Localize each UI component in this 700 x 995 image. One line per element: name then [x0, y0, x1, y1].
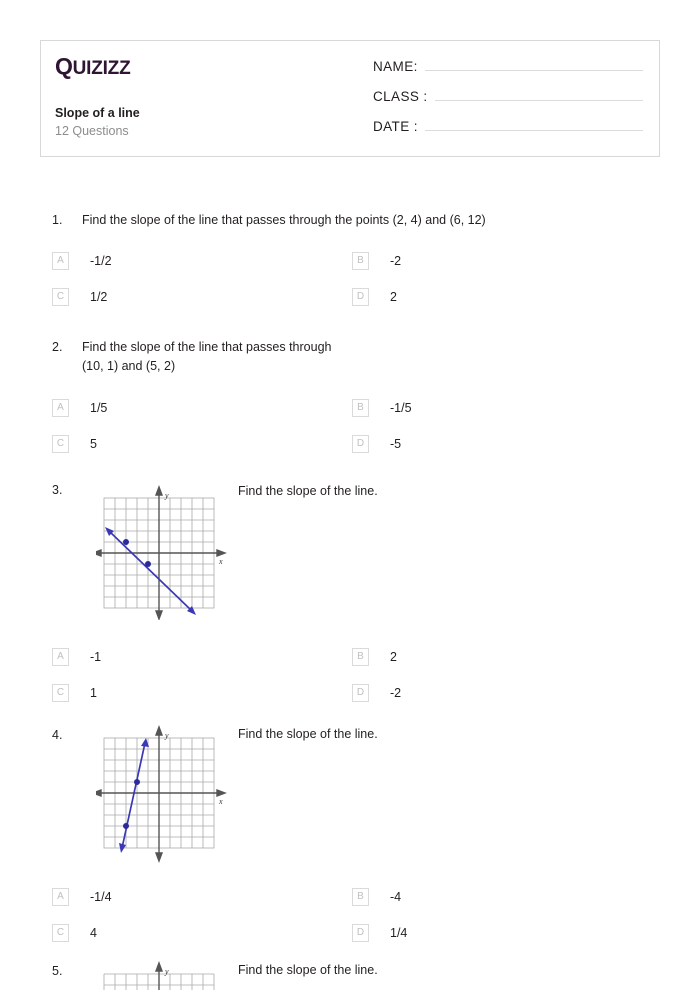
option-d[interactable]: [352, 924, 652, 942]
graph-q4: [96, 724, 231, 869]
option-d-letter: D: [352, 684, 369, 702]
quiz-meta: [55, 104, 361, 156]
question-2-head: [0, 338, 700, 376]
option-d-letter: D: [352, 924, 369, 942]
option-a[interactable]: [52, 252, 352, 270]
option-b-text: -2: [390, 254, 402, 268]
option-row: [52, 684, 652, 702]
y-axis-label: y: [165, 731, 169, 740]
graph-q3: [96, 484, 231, 625]
question-4-options: [52, 888, 652, 954]
option-b-text: -4: [390, 890, 402, 904]
option-c-text: 1: [90, 686, 97, 700]
option-row: [52, 435, 652, 453]
option-c[interactable]: [52, 924, 352, 942]
option-b-text: 2: [390, 650, 397, 664]
class-field-row: [373, 87, 643, 104]
option-row: [52, 399, 652, 417]
graph-q5-svg: [96, 960, 231, 990]
logo-q-letter: Q: [55, 53, 73, 79]
option-d-text: 1/4: [390, 926, 408, 940]
option-b[interactable]: [352, 888, 652, 906]
axes: [156, 963, 162, 990]
option-d[interactable]: [352, 435, 652, 453]
option-b-letter: B: [352, 648, 369, 666]
date-input[interactable]: [425, 117, 643, 131]
option-d[interactable]: [352, 288, 652, 306]
option-a-letter: A: [52, 252, 69, 270]
question-5-text: Find the slope of the line.: [238, 963, 378, 977]
question-1-number: 1.: [52, 213, 63, 227]
option-d-text: -5: [390, 437, 402, 451]
x-axis-label: x: [219, 557, 223, 566]
question-2: [0, 338, 700, 376]
question-4-number: 4.: [52, 728, 63, 742]
question-2-number: 2.: [52, 340, 63, 354]
question-3-number: 3.: [52, 483, 63, 497]
data-point: [123, 823, 129, 829]
option-a-letter: A: [52, 888, 69, 906]
option-c-letter: C: [52, 288, 69, 306]
option-b[interactable]: [352, 252, 652, 270]
data-point: [134, 779, 140, 785]
option-a-text: -1: [90, 650, 102, 664]
option-row: [52, 924, 652, 942]
question-3-text: Find the slope of the line.: [238, 484, 378, 498]
option-a-text: -1/2: [90, 254, 112, 268]
option-c-letter: C: [52, 684, 69, 702]
option-b[interactable]: [352, 399, 652, 417]
option-a-letter: A: [52, 648, 69, 666]
option-row: [52, 288, 652, 306]
option-a[interactable]: [52, 399, 352, 417]
option-a[interactable]: [52, 648, 352, 666]
graph-q4-svg: [96, 724, 231, 864]
worksheet-header: [40, 40, 660, 157]
x-axis-label: x: [219, 797, 223, 806]
option-b-letter: B: [352, 888, 369, 906]
question-5-number: 5.: [52, 964, 63, 978]
option-d[interactable]: [352, 684, 652, 702]
name-field-label: NAME:: [373, 59, 418, 74]
option-b-letter: B: [352, 252, 369, 270]
option-c-letter: C: [52, 924, 69, 942]
date-field-row: [373, 117, 643, 134]
date-field-label: DATE :: [373, 119, 418, 134]
question-2-options: [52, 399, 652, 465]
option-row: [52, 252, 652, 270]
logo-wordmark: UIZIZZ: [72, 58, 131, 79]
option-d-letter: D: [352, 435, 369, 453]
option-a[interactable]: [52, 888, 352, 906]
name-field-row: [373, 57, 643, 74]
option-a-letter: A: [52, 399, 69, 417]
class-input[interactable]: [435, 87, 643, 101]
question-2-text: Find the slope of the line that passes through (10, 1) and (5, 2): [82, 340, 332, 373]
option-c-letter: C: [52, 435, 69, 453]
y-axis-label: y: [165, 491, 169, 500]
quiz-title: Slope of a line: [55, 105, 140, 120]
option-c-text: 1/2: [90, 290, 108, 304]
question-1-head: [0, 211, 700, 230]
option-c-text: 4: [90, 926, 97, 940]
data-point: [145, 561, 151, 567]
option-b[interactable]: [352, 648, 652, 666]
data-point: [123, 539, 129, 545]
option-d-letter: D: [352, 288, 369, 306]
option-d-text: -2: [390, 686, 402, 700]
question-4-text: Find the slope of the line.: [238, 727, 378, 741]
quizizz-logo: [55, 55, 361, 78]
question-1-options: [52, 252, 652, 318]
plotted-line: [105, 527, 196, 615]
y-axis-label: y: [165, 967, 169, 976]
header-fields-panel: [361, 41, 659, 156]
option-b-text: -1/5: [390, 401, 412, 415]
option-row: [52, 648, 652, 666]
question-3-options: [52, 648, 652, 714]
option-a-text: 1/5: [90, 401, 108, 415]
header-left-panel: [41, 41, 361, 156]
question-1-text: Find the slope of the line that passes through the points (2, 4) and (6, 12): [82, 213, 486, 227]
option-c[interactable]: [52, 684, 352, 702]
option-row: [52, 888, 652, 906]
option-c[interactable]: [52, 288, 352, 306]
quiz-question-count: 12 Questions: [55, 123, 129, 138]
option-c[interactable]: [52, 435, 352, 453]
option-b-letter: B: [352, 399, 369, 417]
option-d-text: 2: [390, 290, 397, 304]
option-a-text: -1/4: [90, 890, 112, 904]
graph-q3-svg: [96, 484, 231, 620]
plotted-line: [119, 738, 149, 853]
name-input[interactable]: [425, 57, 643, 71]
option-c-text: 5: [90, 437, 97, 451]
class-field-label: CLASS :: [373, 89, 428, 104]
question-1: [0, 211, 700, 230]
